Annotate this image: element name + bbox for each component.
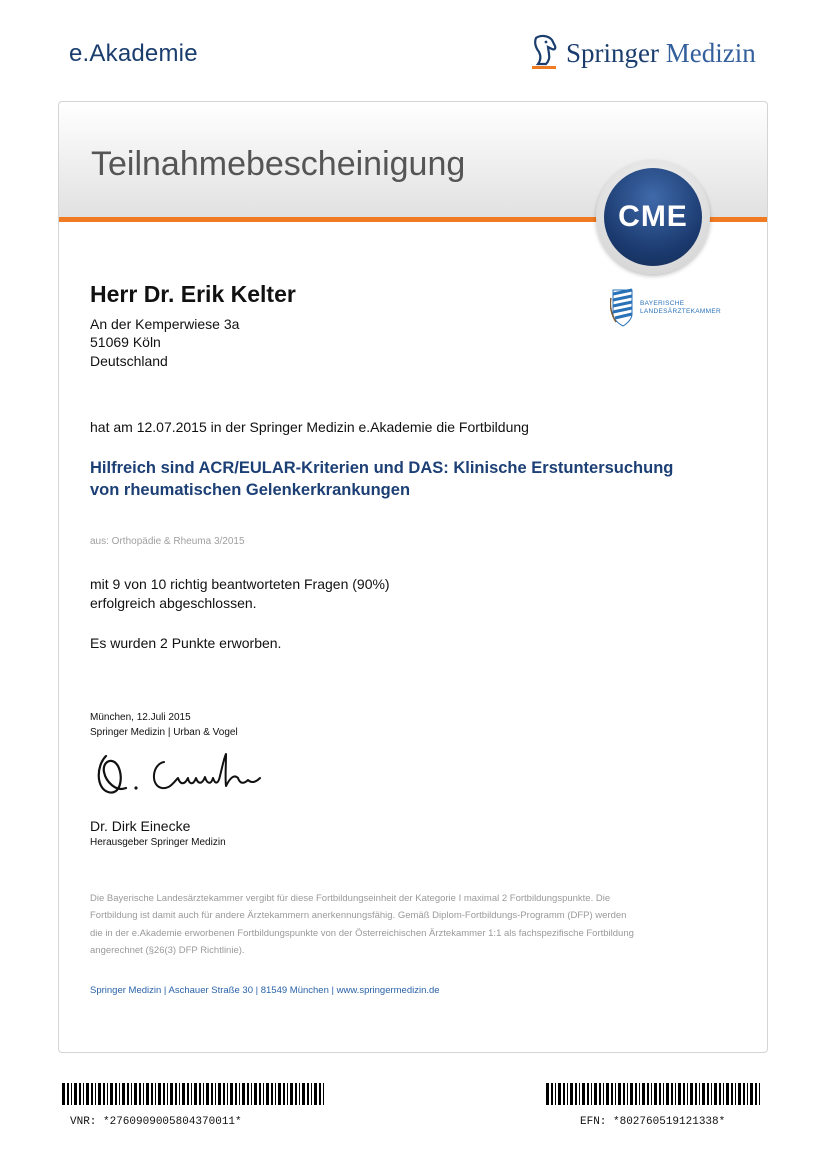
barcode-bar [251,1083,252,1105]
footnote-line: Fortbildung ist damit auch für andere Ärztekammern anerkennungsfähig. Gemäß Diplom-Fortbildungs-Programm (DFP) werden [90,910,627,922]
address-street: An der Kemperwiese 3a [90,316,240,332]
barcode-bar [735,1083,736,1105]
barcode-bar [71,1083,72,1105]
barcode-bar [755,1083,757,1105]
barcode-bar [675,1083,676,1105]
address-city: 51069 Köln [90,334,161,350]
barcode-bar [278,1083,281,1105]
barcode-bar [143,1083,144,1105]
barcode-bar [594,1083,597,1105]
barcode-bar [711,1083,712,1105]
barcode-bar [119,1083,120,1105]
barcode-bar [642,1083,645,1105]
cme-badge-label: CME [618,200,688,233]
bayerische-landesaerztekammer-logo [610,288,721,328]
efn-barcode [546,1083,764,1105]
footnote-line: die in der e.Akademie erworbenen Fortbildungspunkte von der Österreichischen Ärztekammer 1:1 als fachspezifische Fortbildung [90,927,634,939]
barcode-bar [83,1083,84,1105]
signer-name: Dr. Dirk Einecke [90,818,191,834]
barcode-bar [687,1083,688,1105]
barcode-bar [79,1083,81,1105]
barcode-bar [683,1083,685,1105]
barcode-bar [134,1083,137,1105]
barcode-bar [283,1083,285,1105]
barcode-bar [203,1083,204,1105]
barcode-bar [707,1083,709,1105]
barcode-bar [211,1083,213,1105]
barcode-bar [175,1083,177,1105]
efn-label: EFN: *802760519121338* [580,1116,726,1128]
address-country: Deutschland [90,353,168,369]
barcode-bar [567,1083,568,1105]
barcode-bar [623,1083,625,1105]
barcode-bar [110,1083,113,1105]
barcode-bar [323,1083,324,1105]
barcode-bar [302,1083,305,1105]
barcode-bar [155,1083,156,1105]
barcode-bar [170,1083,173,1105]
barcode-bar [271,1083,273,1105]
barcode-bar [131,1083,132,1105]
barcode-bar [122,1083,125,1105]
barcode-bar [719,1083,721,1105]
barcode-bar [163,1083,165,1105]
barcode-bar [86,1083,89,1105]
accreditation-line2: LANDESÄRZTEKAMMER [640,308,721,315]
barcode-bar [663,1083,664,1105]
barcode-bar [726,1083,729,1105]
barcode-bar [723,1083,724,1105]
barcode-bar [311,1083,312,1105]
footer-address: Springer Medizin | Aschauer Straße 30 | 81549 München | www.springermedizin.de [90,985,440,996]
barcode-bar [555,1083,556,1105]
barcode-bar [546,1083,549,1105]
barcode-bar [74,1083,77,1105]
barcode-bar [654,1083,657,1105]
barcode-bar [630,1083,633,1105]
barcode-bar [639,1083,640,1105]
barcode-bar [606,1083,609,1105]
course-source: aus: Orthopädie & Rheuma 3/2015 [90,536,245,547]
barcode-bar [615,1083,616,1105]
result-line2: erfolgreich abgeschlossen. [90,595,257,611]
barcode-bar [731,1083,733,1105]
barcode-bar [107,1083,108,1105]
publisher: Springer Medizin | Urban & Vogel [90,727,238,738]
barcode-bar [582,1083,585,1105]
barcode-bar [618,1083,621,1105]
vnr-barcode [62,1083,328,1105]
signer-role: Herausgeber Springer Medizin [90,837,226,848]
barcode-bar [259,1083,261,1105]
barcode-bar [587,1083,589,1105]
barcode-bar [146,1083,149,1105]
points-earned: Es wurden 2 Punkte erworben. [90,635,282,651]
barcode-bar [287,1083,288,1105]
accreditation-footnote [90,890,740,960]
accreditation-line1: BAYERISCHE [640,300,685,307]
barcode-bar [666,1083,669,1105]
barcode-bar [563,1083,565,1105]
course-title-line1: Hilfreich sind ACR/EULAR-Kriterien und DAS: Klinische Erstuntersuchung [90,459,674,477]
barcode-bar [115,1083,117,1105]
barcode-bar [651,1083,652,1105]
barcode-bar [187,1083,189,1105]
barcode-bar [239,1083,240,1105]
barcode-bar [91,1083,93,1105]
handwritten-signature [92,748,282,803]
footnote-line: Die Bayerische Landesärztekammer vergibt für diese Fortbildungseinheit der Kategorie I maximal 2 Fortbildungspunkte. Die [90,893,611,904]
barcode-bar [603,1083,604,1105]
barcode-bar [307,1083,309,1105]
barcode-bar [599,1083,601,1105]
barcode-bar [747,1083,748,1105]
place-date: München, 12.Juli 2015 [90,712,191,723]
course-title-line2: von rheumatischen Gelenkerkrankungen [90,481,411,499]
footnote-line: angerechnet (§26(3) DFP Richtlinie). [90,945,245,957]
barcode-bar [158,1083,161,1105]
barcode-bar [299,1083,300,1105]
barcode-bar [591,1083,592,1105]
barcode-bar [139,1083,141,1105]
barcode-bar [223,1083,225,1105]
barcode-bar [699,1083,700,1105]
barcode-bar [319,1083,321,1105]
barcode-bar [702,1083,705,1105]
barcode-bar [750,1083,753,1105]
barcode-bar [242,1083,245,1105]
barcode-bar [179,1083,180,1105]
barcode-bar [191,1083,192,1105]
barcode-bar [215,1083,216,1105]
barcode-bar [266,1083,269,1105]
barcode-bar [247,1083,249,1105]
barcode-bar [738,1083,741,1105]
barcode-bar [611,1083,613,1105]
barcode-bar [759,1083,760,1105]
barcode-bar [127,1083,129,1105]
barcode-bar [218,1083,221,1105]
barcode-bar [678,1083,681,1105]
barcode-bar [290,1083,293,1105]
barcode-bar [235,1083,237,1105]
springer-medizin-logo [528,34,756,72]
barcode-bar [67,1083,69,1105]
barcode-bar [151,1083,153,1105]
barcode-bar [635,1083,637,1105]
barcode-bar [254,1083,257,1105]
barcode-bar [98,1083,101,1105]
barcode-bar [575,1083,577,1105]
barcode-bar [659,1083,661,1105]
recipient-name: Herr Dr. Erik Kelter [90,281,296,307]
barcode-bar [167,1083,168,1105]
barcode-bar [199,1083,201,1105]
springer-medizin-wordmark: Springer Medizin [566,37,756,68]
barcode-bar [558,1083,561,1105]
barcode-bar [206,1083,209,1105]
barcode-bar [695,1083,697,1105]
barcode-bar [263,1083,264,1105]
barcode-bar [671,1083,673,1105]
barcode-bar [627,1083,628,1105]
barcode-bar [690,1083,693,1105]
brand-e-akademie: e.Akademie [69,40,198,67]
barcode-bar [570,1083,573,1105]
bavarian-coat-of-arms-icon [610,288,636,328]
barcode-bar [647,1083,649,1105]
barcode-bar [275,1083,276,1105]
intro-text: hat am 12.07.2015 in der Springer Medizin e.Akademie die Fortbildung [90,419,529,435]
cme-badge [596,160,710,274]
course-title [90,457,750,501]
barcode-bar [103,1083,105,1105]
barcode-bar [714,1083,717,1105]
result-line1: mit 9 von 10 richtig beantworteten Fragen (90%) [90,576,390,592]
barcode-bar [314,1083,317,1105]
vnr-label: VNR: *2760909005804370011* [70,1116,242,1128]
springer-horse-icon [528,34,560,72]
barcode-bar [182,1083,185,1105]
barcode-bar [295,1083,297,1105]
barcode-bar [230,1083,233,1105]
barcode-bar [62,1083,65,1105]
barcode-bar [579,1083,580,1105]
certificate-title: Teilnahmebescheinigung [91,145,466,183]
barcode-bar [743,1083,745,1105]
barcode-bar [95,1083,96,1105]
barcode-bar [194,1083,197,1105]
barcode-bar [227,1083,228,1105]
barcode-bar [551,1083,553,1105]
